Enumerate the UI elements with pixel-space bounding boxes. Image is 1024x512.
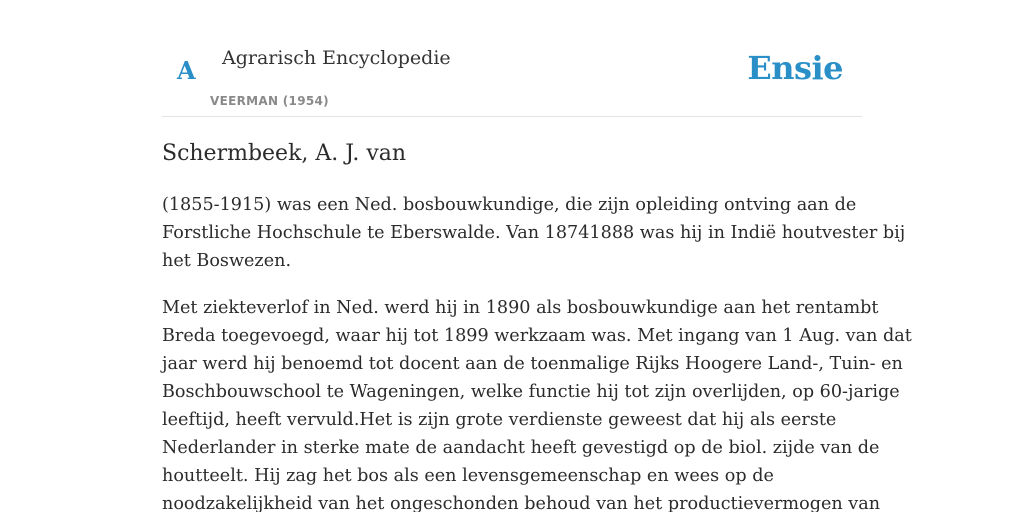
paragraph-line: jaar werd hij benoemd tot docent aan de toenmalige Rijks Hoogere Land-, Tuin- en [162,354,903,374]
encyclopedia-title[interactable]: Agrarisch Encyclopedie [222,47,451,69]
paragraph-line: leeftijd, heeft vervuld.Het is zijn grote verdienste geweest dat hij als eerste [162,410,837,430]
site-header [162,0,862,117]
paragraph-line: Boschbouwschool te Wageningen, welke functie hij tot zijn overlijden, op 60-jarige [162,382,900,402]
article-paragraph-2 [162,294,912,512]
encyclopedia-letter-link[interactable]: A [177,56,196,85]
paragraph-line: (1855-1915) was een Ned. bosbouwkundige, die zijn opleiding ontving aan de [162,195,857,215]
paragraph-line: Nederlander in sterke mate de aandacht heeft gevestigd op de biol. zijde van de [162,438,880,458]
article [162,138,912,512]
paragraph-line: het Boswezen. [162,251,292,271]
paragraph-line: noodzakelijkheid van het ongeschonden behoud van het productievermogen van [162,494,881,512]
paragraph-line: houtteelt. Hij zag het bos als een levensgemeenschap en wees op de [162,466,774,486]
paragraph-line: Breda toegevoegd, waar hij tot 1899 werkzaam was. Met ingang van 1 Aug. van dat [162,326,912,346]
brand-logo-link[interactable]: Ensie [747,49,843,87]
paragraph-line: Met ziekteverlof in Ned. werd hij in 1890 als bosbouwkundige aan het rentambt [162,298,879,318]
article-title: Schermbeek, A. J. van [162,141,407,166]
encyclopedia-edition: VEERMAN (1954) [210,94,329,108]
article-paragraph-1 [162,191,906,275]
paragraph-line: Forstliche Hochschule te Eberswalde. Van 18741888 was hij in Indië houtvester bij [162,223,906,243]
